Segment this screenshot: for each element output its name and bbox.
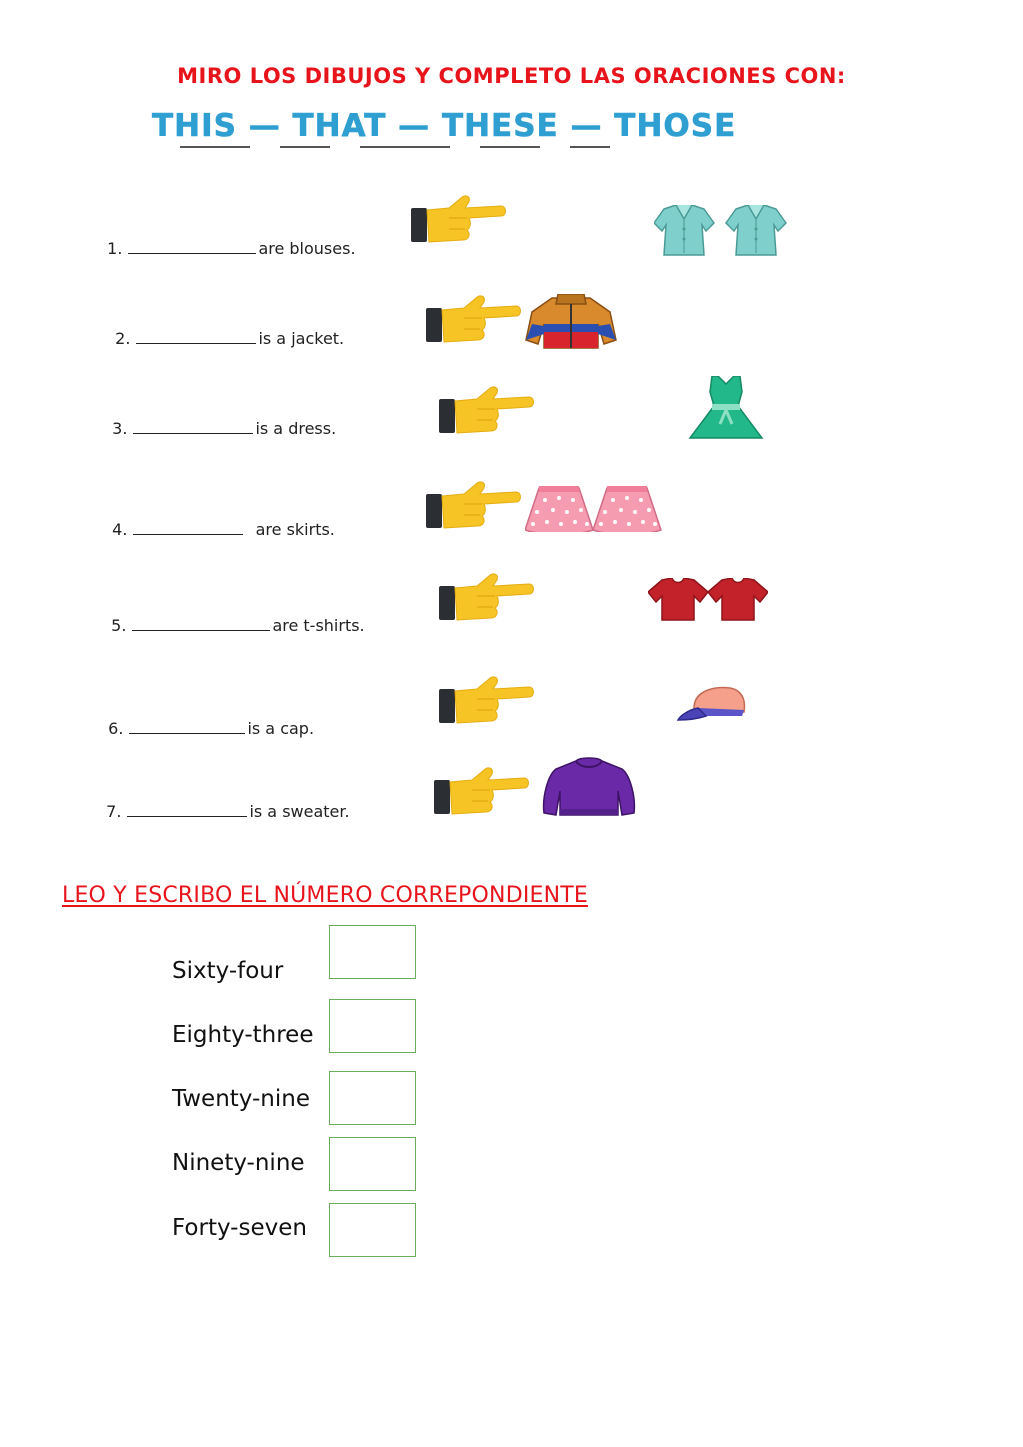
pointing-hand-icon <box>432 766 532 818</box>
item-number: 5. <box>111 616 127 635</box>
dress-icon <box>688 376 764 442</box>
sentence-text: are blouses. <box>258 239 356 258</box>
sentence-7 <box>96 783 350 821</box>
pointing-hand-icon <box>409 194 509 246</box>
pointing-hand-icon <box>424 480 524 532</box>
number-word: Ninety-nine <box>172 1150 305 1176</box>
jacket-icon <box>524 294 618 352</box>
item-number: 2. <box>115 329 131 348</box>
item-number: 4. <box>112 520 128 539</box>
item-number: 6. <box>108 719 124 738</box>
answer-box[interactable] <box>329 999 416 1053</box>
answer-blank[interactable] <box>133 520 243 535</box>
section-title: LEO Y ESCRIBO EL NÚMERO CORREPONDIENTE <box>62 883 589 908</box>
answer-box[interactable] <box>329 1137 416 1191</box>
number-word: Eighty-three <box>172 1022 314 1048</box>
answer-box[interactable] <box>329 925 416 979</box>
sweater-icon <box>542 757 636 819</box>
sentence-text: are t-shirts. <box>272 616 365 635</box>
cap-icon <box>676 686 748 724</box>
item-number: 1. <box>107 239 123 258</box>
sentence-text: is a dress. <box>255 419 337 438</box>
blouses-icon <box>654 205 788 257</box>
sentence-5 <box>101 597 365 635</box>
pointing-hand-icon <box>424 294 524 346</box>
sentence-1 <box>97 220 356 258</box>
skirts-icon <box>525 486 663 532</box>
sentence-6 <box>98 700 314 738</box>
answer-blank[interactable] <box>133 419 253 434</box>
pointing-hand-icon <box>437 675 537 727</box>
cut-off-text-line <box>180 146 650 152</box>
item-number: 3. <box>112 419 128 438</box>
sentence-text: are skirts. <box>255 520 335 539</box>
answer-box[interactable] <box>329 1071 416 1125</box>
sentence-3 <box>102 400 336 438</box>
answer-blank[interactable] <box>136 329 256 344</box>
answer-box[interactable] <box>329 1203 416 1257</box>
number-word: Twenty-nine <box>172 1086 310 1112</box>
number-word: Sixty-four <box>172 958 284 984</box>
pointing-hand-icon <box>437 572 537 624</box>
number-word: Forty-seven <box>172 1215 307 1241</box>
sentence-4 <box>102 501 335 539</box>
sentence-2 <box>105 310 344 348</box>
pointing-hand-icon <box>437 385 537 437</box>
tshirts-icon <box>648 578 768 622</box>
instruction-title: MIRO LOS DIBUJOS Y COMPLETO LAS ORACIONES CON: <box>177 64 846 88</box>
answer-blank[interactable] <box>127 802 247 817</box>
sentence-text: is a jacket. <box>258 329 345 348</box>
item-number: 7. <box>106 802 122 821</box>
sentence-text: is a sweater. <box>249 802 350 821</box>
answer-blank[interactable] <box>128 239 256 254</box>
word-options: THIS — THAT — THESE — THOSE <box>152 108 737 144</box>
sentence-text: is a cap. <box>247 719 315 738</box>
answer-blank[interactable] <box>129 719 245 734</box>
answer-blank[interactable] <box>132 616 270 631</box>
